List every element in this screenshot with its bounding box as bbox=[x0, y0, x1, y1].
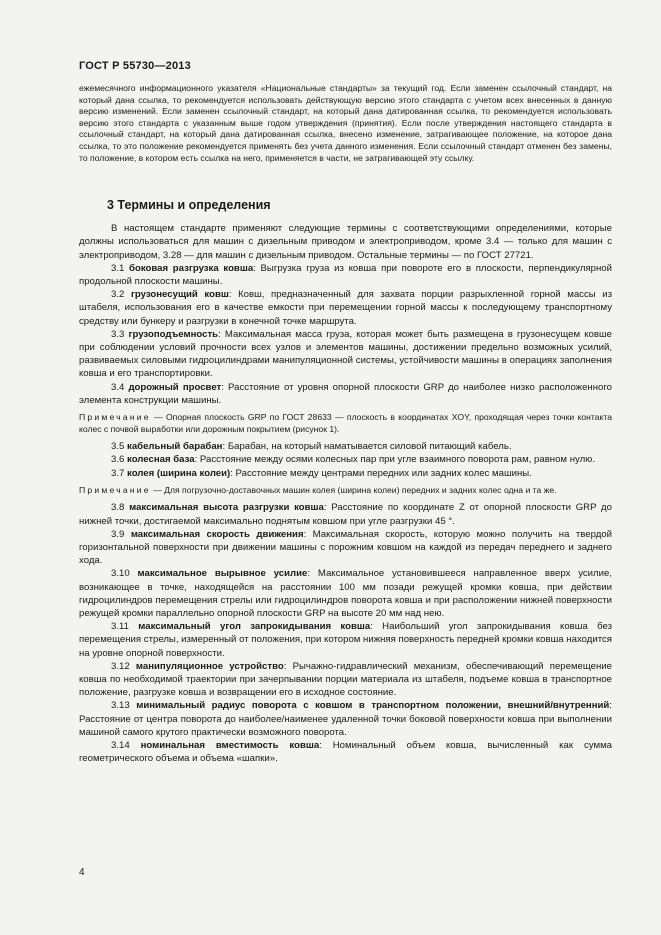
term-name: манипуляционное устройство bbox=[135, 660, 284, 672]
term-definition bbox=[79, 440, 612, 453]
term-definition bbox=[79, 381, 612, 407]
term-number: 3.12 bbox=[111, 660, 130, 672]
term-number: 3.11 bbox=[111, 621, 129, 633]
term-number: 3.8 bbox=[111, 502, 125, 514]
note-1 bbox=[79, 412, 612, 435]
term-name: грузоподъемность bbox=[128, 328, 219, 340]
term-text: : Выгрузка груза из ковша при повороте его в плоскости, перпендикулярной продольной плоскости машины. bbox=[79, 262, 612, 287]
term-definition bbox=[79, 467, 612, 480]
term-definition bbox=[79, 262, 612, 288]
term-definition bbox=[79, 288, 612, 328]
term-number: 3.9 bbox=[111, 528, 125, 540]
term-definition bbox=[79, 501, 612, 527]
term-name: номинальная вместимость ковша bbox=[140, 740, 320, 752]
term-name: боковая разгрузка ковша bbox=[129, 262, 254, 274]
term-text: : Максимальная масса груза, которая может быть размещена в грузонесущем ковше при соблюдении условий прочности всех узлов и элементов машины, достижении предельно возможных усилий, развиваемых силовыми гидроцилиндрами манипуляционной системы, устойчивости машины в операциях заполнения ковша и его транспортировки. bbox=[79, 328, 612, 380]
page-number: 4 bbox=[79, 867, 85, 878]
term-number: 3.10 bbox=[111, 568, 130, 580]
term-name: максимальная скорость движения bbox=[130, 528, 304, 540]
term-text: : Расстояние от уровня опорной плоскости GRP до наиболее низко расположенного элемента конструкции машины. bbox=[79, 381, 612, 406]
term-definition bbox=[79, 567, 612, 620]
term-number: 3.7 bbox=[111, 467, 125, 479]
term-number: 3.4 bbox=[111, 381, 125, 393]
terms-list-2 bbox=[79, 440, 612, 480]
term-definition bbox=[79, 453, 612, 466]
note-text: — Для погрузочно-доставочных машин колея (ширина колеи) передних и задних колес одна и та же. bbox=[150, 484, 557, 495]
term-number: 3.13 bbox=[111, 700, 130, 712]
note-text: — Опорная плоскость GRP по ГОСТ 28633 — плоскость в координатах XOY, проходящая через точки контакта колес с почвой выработки или дорожным покрытием (рисунок 1). bbox=[79, 412, 612, 434]
section-intro: В настоящем стандарте применяют следующие термины с соответствующими определениями, которые должны использоваться для машин с дизельным приводом и электроприводом, кроме 3.4 — только для машин с электроприводом, 3.28 — для машин с дизельным приводом. Остальные термины — по ГОСТ 27721. bbox=[79, 223, 612, 261]
term-number: 3.14 bbox=[111, 740, 130, 752]
term-number: 3.3 bbox=[111, 328, 125, 340]
term-number: 3.2 bbox=[111, 289, 125, 301]
term-number: 3.6 bbox=[111, 454, 125, 466]
term-text: : Наибольший угол запрокидывания ковша без перемещения стрелы, измеренный от положения, при котором нижняя поверхность передней кромки ковша находится на уровне опорной поверхности. bbox=[79, 621, 613, 659]
term-name: максимальное вырывное усилие bbox=[137, 568, 308, 580]
term-text: : Расстояние по координате Z от опорной плоскости GRP до нижней точки, достигаемой максимально поднятым ковшом при угле разгрузки 45 °. bbox=[79, 502, 612, 527]
intro-paragraph: ежемесячного информационного указателя «Национальные стандарты» за текущий год. Если заменен ссылочный стандарт, на который дана ссылка, то рекомендуется использовать действующую версию этого стандарта с учетом всех внесенных в данную версию изменений. Если заменен ссылочный стандарт, на который дана датированная ссылка, то рекомендуется использовать версию этого стандарта с указанным выше годом утверждения (принятия). Если после утверждения настоящего стандарта в ссылочный стандарт, на который дана датированная ссылка, внесено изменение, затрагивающее положение, на которое дана ссылка, то это положение рекомендуется применять без учета данного изменения. Если ссылочный стандарт отменен без замены, то положение, в котором есть ссылка на него, применяется в части, не затрагивающей эту ссылку. bbox=[79, 83, 612, 163]
term-definition bbox=[79, 660, 612, 700]
term-text: : Номинальный объем ковша, вычисленный как сумма геометрического объема и объема «шапки». bbox=[79, 740, 613, 765]
section-title: 3 Термины и определения bbox=[107, 198, 271, 213]
note-2 bbox=[79, 485, 612, 497]
terms-list-3 bbox=[79, 501, 612, 765]
term-text: : Максимальное установившееся направленное вверх усилие, возникающее в точке, находящейся на расстоянии 100 мм позади режущей кромки ковша, при действии гидроцилиндров перемещения стрелы или гидроцилиндров поворота ковша и при расположении нижней поверхности режущей кромки параллельно опорной плоскости GRP на высоте 20 мм над нею. bbox=[79, 568, 612, 620]
terms-list bbox=[79, 262, 612, 407]
document-header: ГОСТ Р 55730—2013 bbox=[79, 60, 191, 72]
term-name: максимальная высота разгрузки ковша bbox=[129, 502, 324, 514]
term-text: : Ковш, предназначенный для захвата порции разрыхленной горной массы из штабеля, использования его в качестве емкости при перемещении горной массы к последующему транспортному средству или бункеру и разгрузки в конечной точке маршрута. bbox=[79, 289, 612, 327]
term-text: : Расстояние между центрами передних или задних колес машины. bbox=[230, 467, 532, 479]
term-text: : Барабан, на который наматывается силовой питающий кабель. bbox=[222, 441, 512, 453]
term-definition bbox=[79, 699, 612, 739]
term-number: 3.1 bbox=[111, 262, 125, 274]
term-name: максимальный угол запрокидывания ковша bbox=[138, 621, 371, 633]
term-definition bbox=[79, 739, 612, 765]
term-name: кабельный барабан bbox=[127, 441, 223, 453]
term-name: колесная база bbox=[127, 454, 195, 466]
term-text: : Максимальная скорость, которую можно получить на твердой горизонтальной поверхности при движении машины с порожним ковшом на каждой из передач переднего и заднего хода. bbox=[79, 528, 613, 567]
document-body bbox=[79, 83, 612, 765]
term-definition bbox=[79, 620, 612, 660]
term-definition bbox=[79, 328, 612, 381]
term-name: колея (ширина колеи) bbox=[127, 467, 231, 479]
term-text: : Расстояние между осями колесных пар при угле взаимного поворота рам, равном нулю. bbox=[194, 454, 596, 466]
term-name: грузонесущий ковш bbox=[130, 289, 229, 301]
term-number: 3.5 bbox=[111, 441, 125, 453]
term-text: : Рычажно-гидравлический механизм, обеспечивающий перемещение ковша по необходимой траектории при зачерпывании порции материала из штабеля, подъеме ковша в транспортное положение, разгрузке ковша и возвращении его в исходное состояние. bbox=[79, 660, 613, 699]
note-label: Примечание bbox=[79, 484, 151, 495]
term-definition bbox=[79, 528, 612, 568]
term-name: дорожный просвет bbox=[128, 381, 222, 393]
note-label: Примечание bbox=[79, 412, 151, 422]
term-text: : Расстояние от центра поворота до наиболее/наименее удаленной точки боковой поверхности ковша при выполнении машиной самого крутого практически возможного поворота. bbox=[79, 700, 612, 738]
term-name: минимальный радиус поворота с ковшом в транспортном положении, внешний/внутренний bbox=[136, 700, 610, 712]
